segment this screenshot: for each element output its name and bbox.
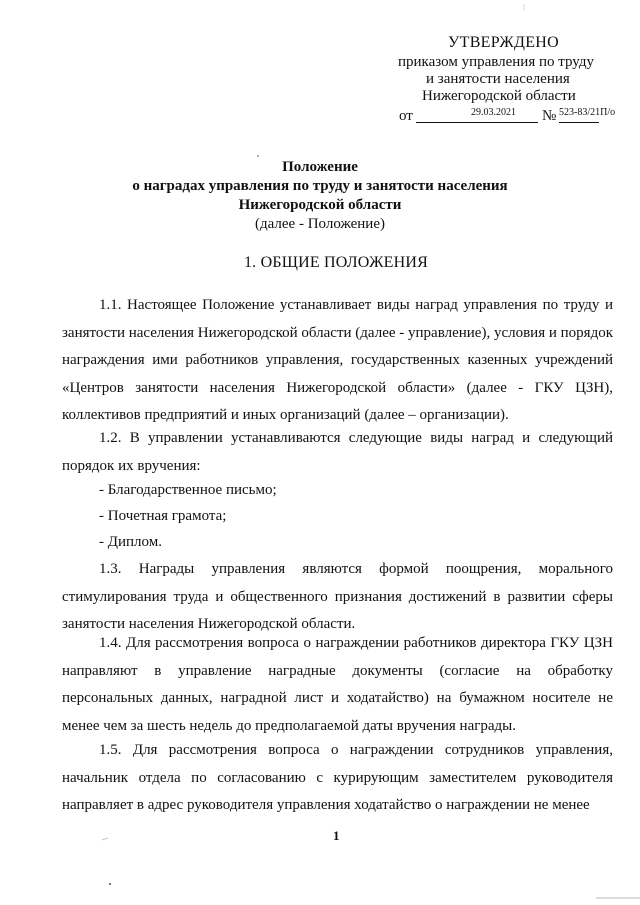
approval-date: 29.03.2021 bbox=[471, 107, 516, 118]
paragraph-1-5: 1.5. Для рассмотрения вопроса о награждении сотрудников управления, начальник отдела по согласованию с курирующим заместителем руководителя направляет в адрес руководителя управления ходатайство о награждении не менее bbox=[62, 742, 613, 813]
approval-line-order: приказом управления по труду bbox=[398, 54, 594, 70]
paragraph-1-4: 1.4. Для рассмотрения вопроса о награждении работников директора ГКУ ЦЗН направляют в управление наградные документы (согласие на обработку персональных данных, наградной лист и ходатайство) на бумажном носителе не менее чем за шесть недель до предполагаемой даты вручения награды. bbox=[62, 635, 613, 734]
number-sign: № bbox=[542, 108, 557, 124]
list-item-certificate: - Почетная грамота; bbox=[99, 508, 227, 524]
document-title: Положение bbox=[282, 159, 358, 175]
approval-from-label: от bbox=[399, 108, 413, 124]
document-title-line2: о наградах управления по труду и занятости населения bbox=[132, 178, 508, 194]
approval-line-employment: и занятости населения bbox=[426, 71, 570, 87]
list-item-diploma: - Диплом. bbox=[99, 534, 162, 550]
paragraph-1-3: 1.3. Награды управления являются формой поощрения, морального стимулирования труда и общественного признания достижений в развитии сферы занятости населения Нижегородской области. bbox=[62, 561, 613, 632]
approval-number: 523-83/21П/о bbox=[559, 107, 616, 118]
section-heading: 1. ОБЩИЕ ПОЛОЖЕНИЯ bbox=[243, 254, 429, 271]
page-number: 1 bbox=[333, 828, 340, 843]
approval-line-region: Нижегородской области bbox=[422, 88, 576, 104]
paragraph-1-2: 1.2. В управлении устанавливаются следующие виды наград и следующий порядок их вручения: bbox=[62, 430, 613, 474]
approval-title: УТВЕРЖДЕНО bbox=[448, 34, 560, 51]
list-item-letter: - Благодарственное письмо; bbox=[99, 482, 277, 498]
document-subtitle: (далее - Положение) bbox=[255, 216, 385, 232]
paragraph-1-1: 1.1. Настоящее Положение устанавливает виды наград управления по труду и занятости населения Нижегородской области (далее - управление), условия и порядок награждения ими работников управления, государственных казенных учреждений «Центров занятости населения Нижегородской области» (далее - ГКУ ЦЗН), коллективов предприятий и иных организаций (далее – организации). bbox=[62, 297, 613, 423]
document-title-line3: Нижегородской области bbox=[238, 197, 402, 213]
